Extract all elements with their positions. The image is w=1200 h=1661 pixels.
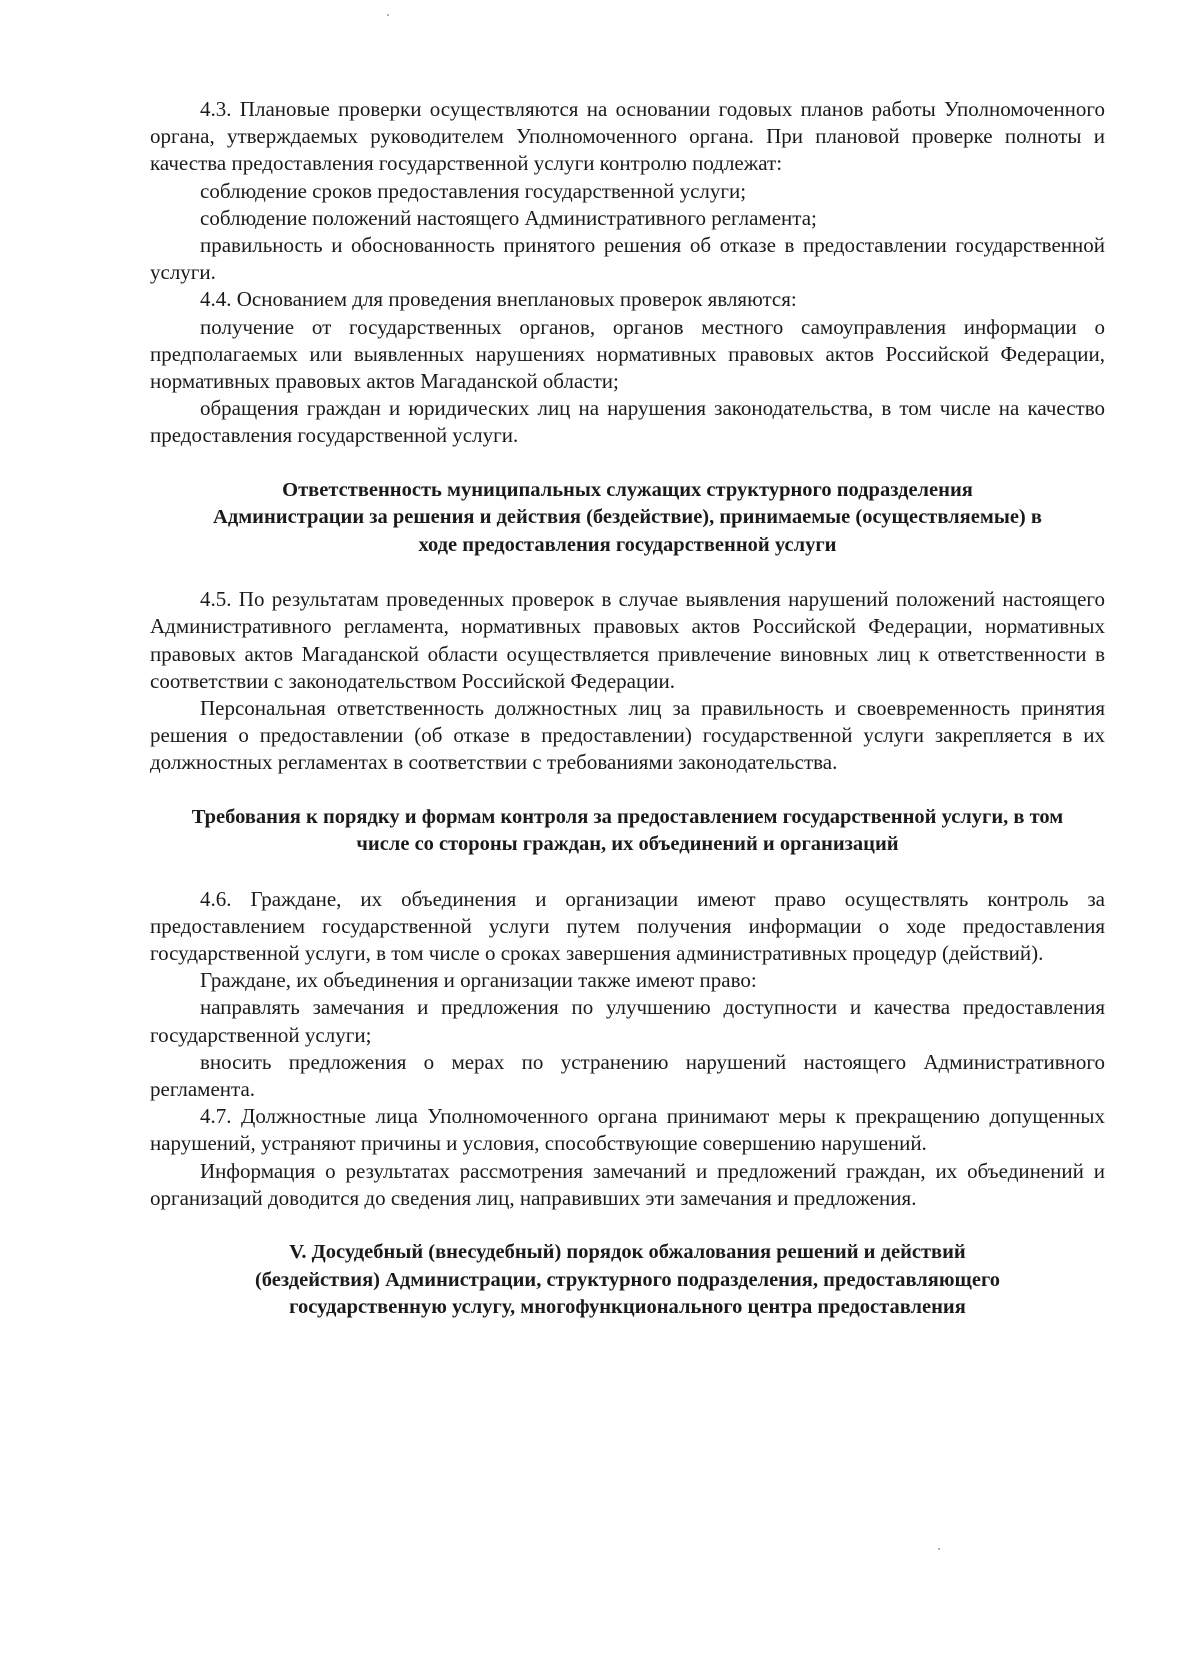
section-heading-v: [150, 1239, 1105, 1322]
paragraph-4-6-rights: Граждане, их объединения и организации также имеют право:: [200, 968, 757, 993]
scan-speck: [387, 14, 389, 16]
section-heading-v-line: (бездействия) Администрации, структурного подразделения, предоставляющего: [254, 1268, 1000, 1291]
list-item: правильность и обоснованность принятого решения об отказе в предоставлении государственной услуги.: [150, 233, 1105, 285]
section-heading-control: Требования к порядку и формам контроля за предоставлением государственной услуги, в том числе со стороны граждан, их объединений и организаций: [191, 805, 1064, 856]
paragraph-4-6: 4.6. Граждане, их объединения и организации имеют право осуществлять контроль за предоставлением государственной услуги путем получения информации о ходе предоставления государственной услуги, в том числе о сроках завершения административных процедур (действий).: [150, 886, 1105, 965]
document-page: [150, 96, 1105, 1322]
list-item: получение от государственных органов, органов местного самоуправления информации о предполагаемых или выявленных нарушениях нормативных правовых актов Российской Федерации, нормативных правовых актов Магаданской области;: [150, 314, 1105, 394]
paragraph-personal-responsibility: Персональная ответственность должностных лиц за правильность и своевременность принятия решения о предоставлении (об отказе в предоставлении) государственной услуги закрепляется в их должностных регламентах в соответствии с требованиями законодательства.: [150, 695, 1105, 775]
paragraph-4-4: 4.4. Основанием для проведения внеплановых проверок являются:: [200, 287, 797, 312]
list-item: соблюдение положений настоящего Административного регламента;: [200, 205, 817, 230]
section-heading-v-line: государственную услугу, многофункционального центра предоставления: [289, 1296, 966, 1318]
list-item: направлять замечания и предложения по улучшению доступности и качества предоставления государственной услуги;: [150, 995, 1105, 1047]
list-item: соблюдение сроков предоставления государственной услуги;: [200, 178, 747, 203]
list-item: обращения граждан и юридических лиц на нарушения законодательства, в том числе на качество предоставления государственной услуги.: [150, 396, 1105, 448]
paragraph-information: Информация о результатах рассмотрения замечаний и предложений граждан, их объединений и организаций доводится до сведения лиц, направивших эти замечания и предложения.: [150, 1158, 1105, 1210]
list-item: вносить предложения о мерах по устранению нарушений настоящего Административного регламента.: [150, 1049, 1105, 1101]
section-heading-responsibility: Ответственность муниципальных служащих структурного подразделения Администрации за решения и действия (бездействие), принимаемые (осуществляемые) в ходе предоставления государственной услуги: [213, 478, 1042, 556]
paragraph-4-3: 4.3. Плановые проверки осуществляются на основании годовых планов работы Уполномоченного органа, утверждаемых руководителем Уполномоченного органа. При плановой проверке полноты и качества предоставления государственной услуги контролю подлежат:: [150, 97, 1105, 176]
paragraph-4-5: 4.5. По результатам проведенных проверок в случае выявления нарушений положений настоящего Административного регламента, нормативных правовых актов Российской Федерации, нормативных правовых актов Магаданской области осуществляется привлечение виновных лиц к ответственности в соответствии с законодательством Российской Федерации.: [150, 587, 1105, 693]
scan-speck: [938, 1548, 940, 1550]
section-heading-v-line: V. Досудебный (внесудебный) порядок обжалования решений и действий: [289, 1241, 966, 1263]
paragraph-4-7: 4.7. Должностные лица Уполномоченного органа принимают меры к прекращению допущенных нарушений, устраняют причины и условия, способствующие совершению нарушений.: [150, 1104, 1105, 1156]
